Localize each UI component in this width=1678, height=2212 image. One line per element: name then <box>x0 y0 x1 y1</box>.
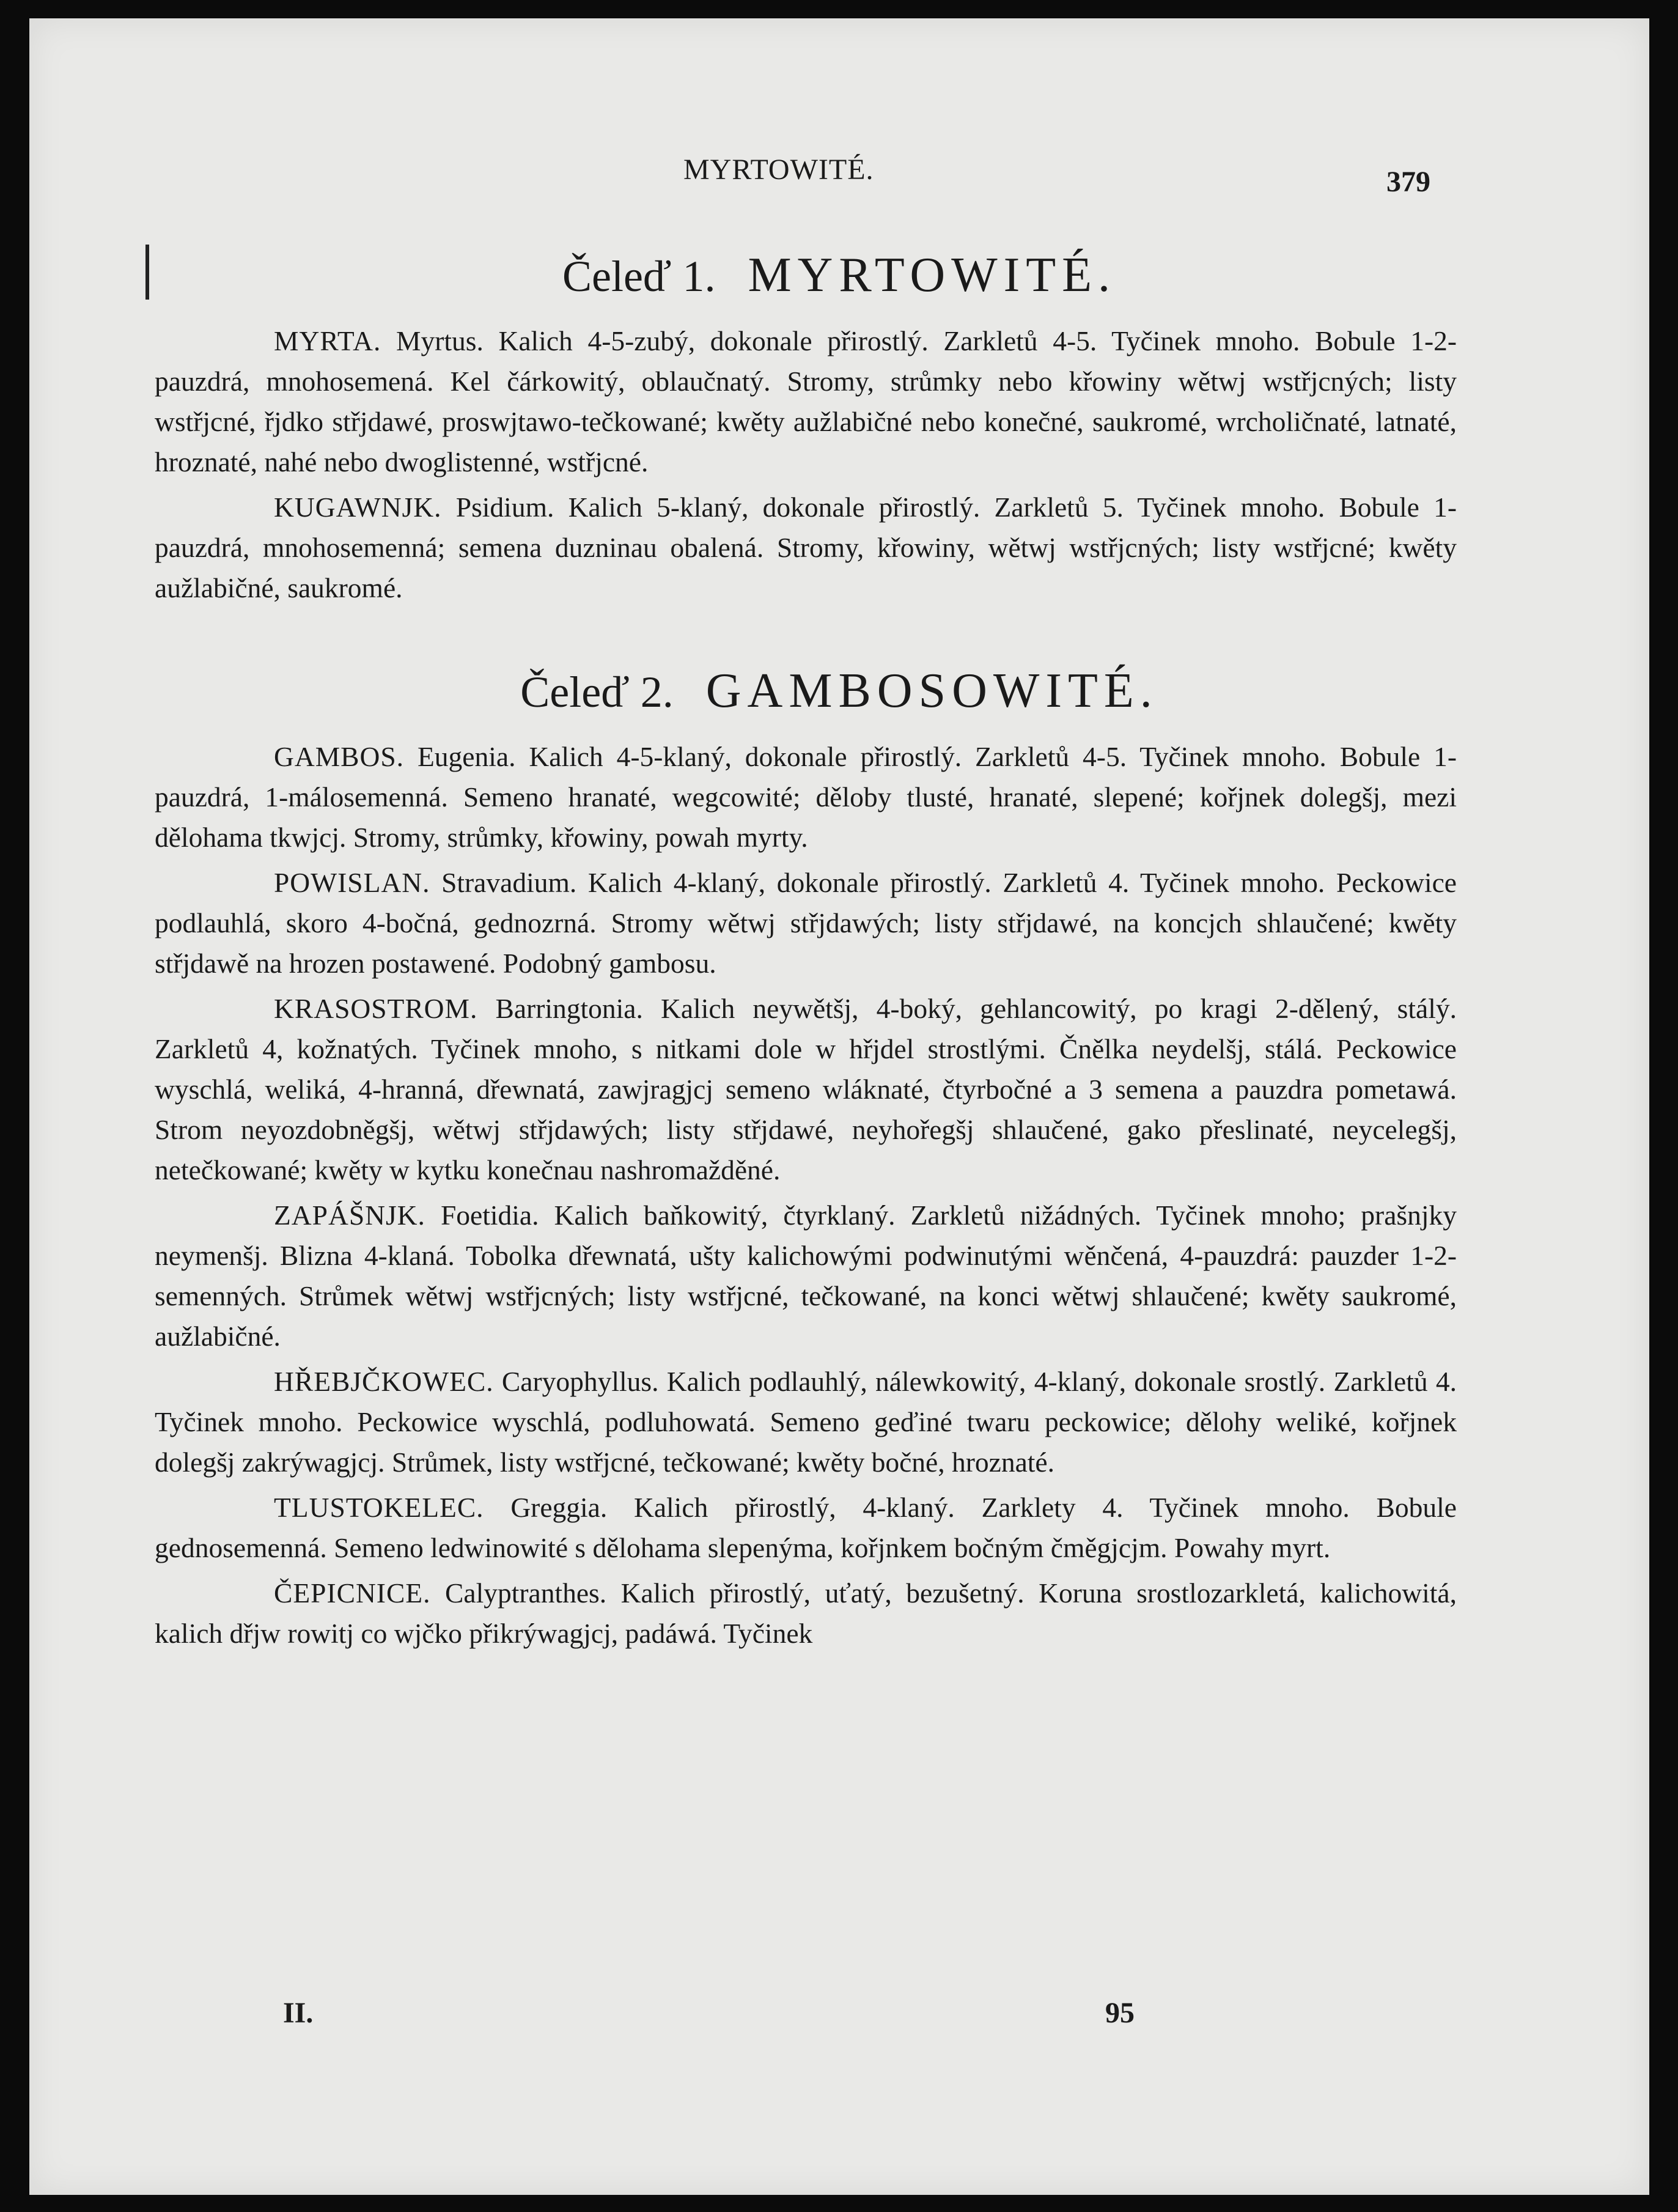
genus-name: MYRTA. <box>274 325 381 356</box>
genus-entry <box>155 1573 1457 1654</box>
genus-entry <box>155 487 1457 608</box>
genus-name: ZAPÁŠNJK. <box>274 1200 425 1231</box>
genus-entry <box>155 321 1457 482</box>
sheet-number: 95 <box>1105 1997 1135 2029</box>
running-head: MYRTOWITÉ. <box>683 153 874 186</box>
genus-entry <box>155 1488 1457 1568</box>
family-name: GAMBOSOWITÉ. <box>705 664 1158 718</box>
genus-name: POWISLAN. <box>274 867 430 898</box>
page-number: 379 <box>1386 166 1430 198</box>
genus-entry <box>155 737 1457 858</box>
genus-name: GAMBOS. <box>274 741 405 772</box>
genus-description: Foetidia. Kalich baňkowitý, čtyrklaný. Zarkletů nižádných. Tyčinek mnoho; prašnjky neymenšj. Blizna 4-klaná. Tobolka dřewnatá, ušty kalichowými podwinutými wěnčená, 4-pauzdrá: pauzder 1-2-semenných. Strůmek wětwj wstřjcných; listy wstřjcné, tečkowané, na konci wětwj shlaučené; kwěty saukromé, aužlabičné. <box>155 1200 1457 1352</box>
genus-description: Caryophyllus. Kalich podlauhlý, nálewkowitý, 4-klaný, dokonale srostlý. Zarkletů 4. Tyčinek mnoho. Peckowice wyschlá, podluhowatá. Semeno geďiné twaru peckowice; dělohy weliké, kořjnek dolegšj zakrýwagjcj. Strůmek, listy wstřjcné, tečkowané; kwěty bočné, hroznaté. <box>155 1366 1457 1478</box>
genus-description: Myrtus. Kalich 4-5-zubý, dokonale přirostlý. Zarkletů 4-5. Tyčinek mnoho. Bobule 1-2-pauzdrá, mnohosemená. Kel čárkowitý, oblaučnatý. Stromy, strůmky nebo křowiny wětwj wstřjcných; listy wstřjcné, řjdko střjdawé, proswjtawo-tečkowané; kwěty aužlabičné nebo konečné, saukromé, wrcholičnaté, latnaté, hroznaté, nahé nebo dwoglistenné, wstřjcné. <box>155 325 1457 477</box>
genus-name: HŘEBJČKOWEC. <box>274 1366 494 1397</box>
signature-mark: II. <box>283 1997 314 2029</box>
genus-name: ČEPICNICE. <box>274 1577 431 1609</box>
genus-description: Psidium. Kalich 5-klaný, dokonale přirostlý. Zarkletů 5. Tyčinek mnoho. Bobule 1-pauzdrá, mnohosemenná; semena duzninau obalená. Stromy, křowiny, wětwj wstřjcných; listy wstřjcné; kwěty aužlabičné, saukromé. <box>155 492 1457 603</box>
genus-entry <box>155 1362 1457 1483</box>
family-label: Čeleď 1. <box>562 252 716 301</box>
genus-description: Greggia. Kalich přirostlý, 4-klaný. Zarklety 4. Tyčinek mnoho. Bobule gednosemenná. Semeno ledwinowité s dělohama slepenýma, kořjnkem bočným čměgjcjm. Powahy myrt. <box>155 1492 1457 1563</box>
genus-description: Eugenia. Kalich 4-5-klaný, dokonale přirostlý. Zarkletů 4-5. Tyčinek mnoho. Bobule 1-pauzdrá, 1-málosemenná. Semeno hranaté, wegcowité; děloby tlusté, hranaté, slepené; kořjnek dolegšj, mezi dělohama tkwjcj. Stromy, strůmky, křowiny, powah myrty. <box>155 741 1457 853</box>
family-entries <box>155 321 1457 613</box>
family-name: MYRTOWITÉ. <box>748 248 1117 302</box>
genus-entry <box>155 863 1457 984</box>
genus-name: TLUSTOKELEC. <box>274 1492 484 1523</box>
genus-description: Calyptranthes. Kalich přirostlý, uťatý, bezušetný. Koruna srostlozarkletá, kalichowitá, kalich dřjw rowitj co wjčko přikrýwagjcj, padáwá. Tyčinek <box>155 1577 1457 1649</box>
book-page <box>29 18 1649 2195</box>
genus-description: Barringtonia. Kalich neywětšj, 4-boký, gehlancowitý, po kragi 2-dělený, stálý. Zarkletů 4, kožnatých. Tyčinek mnoho, s nitkami dole w hřjdel strostlými. Čnělka neydelšj, stálá. Peckowice wyschlá, weliká, 4-hranná, dřewnatá, zawjragjcj semeno wláknaté, čtyrbočné a 3 semena a pauzdra pometawá. Strom neyozdobněgšj, wětwj střjdawých; listy střjdawé, neyhořegšj shlaučené, gako přeslinaté, neycelegšj, netečkowané; kwěty w kytku konečnau nashromažděné. <box>155 993 1457 1185</box>
family-heading <box>29 663 1649 719</box>
family-label: Čeleď 2. <box>520 668 674 717</box>
genus-name: KRASOSTROM. <box>274 993 478 1024</box>
family-heading <box>29 248 1649 303</box>
genus-name: KUGAWNJK. <box>274 492 442 523</box>
genus-entry <box>155 1195 1457 1357</box>
genus-description: Stravadium. Kalich 4-klaný, dokonale přirostlý. Zarkletů 4. Tyčinek mnoho. Peckowice podlauhlá, skoro 4-bočná, gednozrná. Stromy wětwj střjdawých; listy střjdawé, na koncjch shlaučené; kwěty střjdawě na hrozen postawené. Podobný gambosu. <box>155 867 1457 979</box>
genus-entry <box>155 989 1457 1190</box>
family-entries <box>155 737 1457 1659</box>
